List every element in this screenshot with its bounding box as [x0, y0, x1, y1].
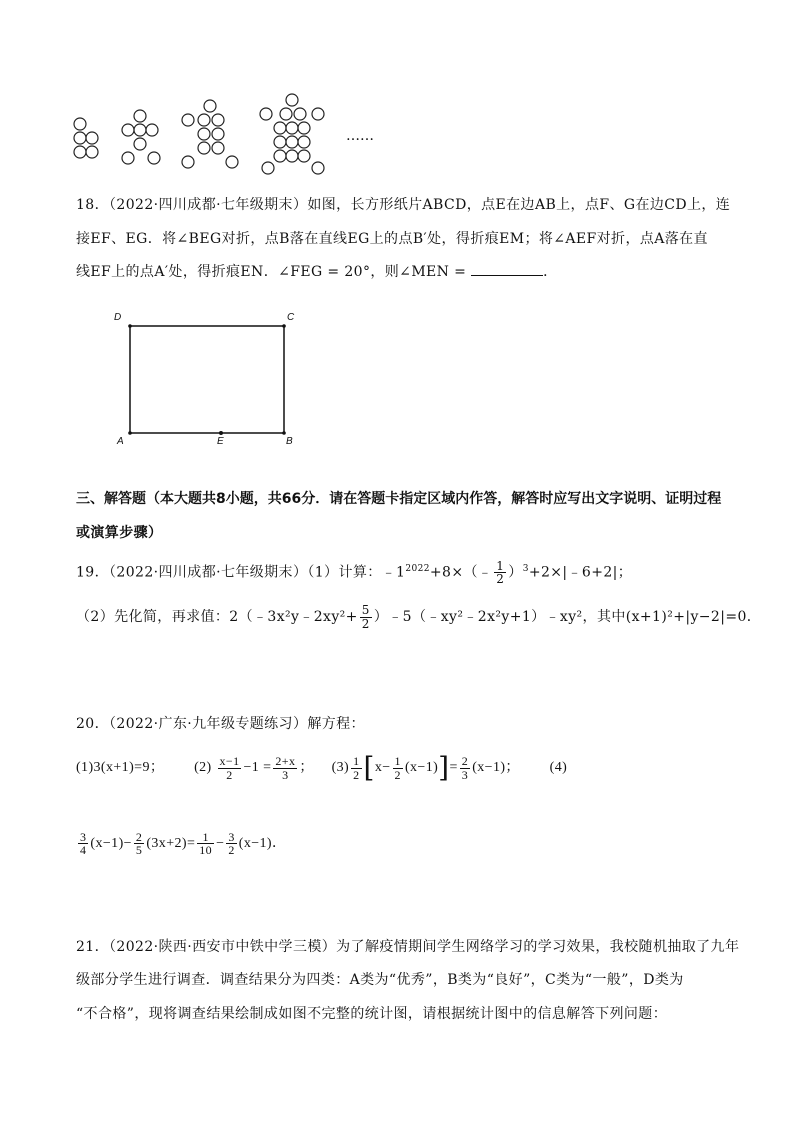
- q18-line-1: 18．（2022·四川成都·七年级期末）如图，长方形纸片ABCD，点E在边AB上，点F、G在边CD上，连: [76, 197, 731, 213]
- q20-eq-4: $\frac{3}{4}$ (x−1)− $\frac{2}{5}$ (3x+2)= $\frac{1}{10}$ − $\frac{3}{2}$ (x−1)．: [80, 829, 287, 858]
- q21-line-1: 21．（2022·陕西·西安市中铁中学三模）为了解疫情期间学生网络学习的学习效果，我校随机抽取了九年: [76, 939, 740, 955]
- fraction-one-half: $\frac{1}{2}$: [496, 558, 505, 587]
- q19-part-1: 19．（2022·四川成都·七年级期末）（1）计算：$﹣1^{2022}+8\times(﹣$ $\frac{1}{2}$ ）$^3$+2×|﹣6+2|；: [76, 558, 633, 587]
- q21-line-2: 级部分学生进行调查．调查结果分为四类：A类为“优秀”，B类为“良好”，C类为“一般”，D类为: [76, 972, 684, 988]
- label-A: A: [117, 436, 124, 447]
- q18-line-2: 接EF、EG．将∠BEG对折，点B落在直线EG上的点B′处，得折痕EM；将∠AEF对折，点A落在直: [76, 231, 708, 247]
- pattern-1: [74, 118, 98, 158]
- pattern-ellipsis: ……: [346, 128, 374, 144]
- pattern-2: [122, 110, 160, 164]
- pattern-3: [182, 100, 238, 168]
- q19-part-2: （2）先化简，再求值：2（﹣3x²y﹣2xy²+ $\frac{5}{2}$ ）﹣5（﹣xy²﹣2x²y+1）﹣xy²，其中(x+1)²+|y−2|=0．: [76, 602, 762, 631]
- pattern-4: [260, 94, 324, 174]
- answer-blank[interactable]: [471, 263, 543, 276]
- rectangle-figure: [108, 306, 308, 452]
- q21-line-3: “不合格”，现将调查结果绘制成如图不完整的统计图，请根据统计图中的信息解答下列问题：: [76, 1006, 668, 1022]
- q18-line-3: [76, 261, 558, 281]
- q20-title: 20．（2022·广东·九年级专题练习）解方程：: [76, 716, 365, 732]
- label-D: D: [114, 312, 122, 323]
- section-3-header-line-1: 三、解答题（本大题共8小题，共66分．请在答题卡指定区域内作答，解答时应写出文字说明、证明过程: [76, 491, 722, 507]
- section-3-header-line-2: 或演算步骤）: [76, 525, 163, 541]
- q20-eq-1: (1)3(x+1)=9；: [76, 760, 165, 776]
- q20-equations-row: (1)3(x+1)=9； (2) $\frac{x-1}{2}$ −1 = $\frac{2+x}{3}$ ； (3) $\frac{1}{2}$ [x− $\frac{1}{2}$ (x−1)]= $\frac{2}{3}$ (x−1)； (4): [76, 751, 568, 784]
- label-B: B: [286, 436, 293, 447]
- circle-pattern-figure: [60, 90, 360, 180]
- q18-line-3-end: ．: [543, 264, 558, 280]
- label-E: E: [217, 436, 224, 447]
- label-C: C: [287, 312, 295, 323]
- q18-line-3-text: 线EF上的点A′处，得折痕EN．∠FEG = 20°，则∠MEN =: [76, 264, 467, 280]
- fraction-five-halves: $\frac{5}{2}$: [361, 602, 370, 631]
